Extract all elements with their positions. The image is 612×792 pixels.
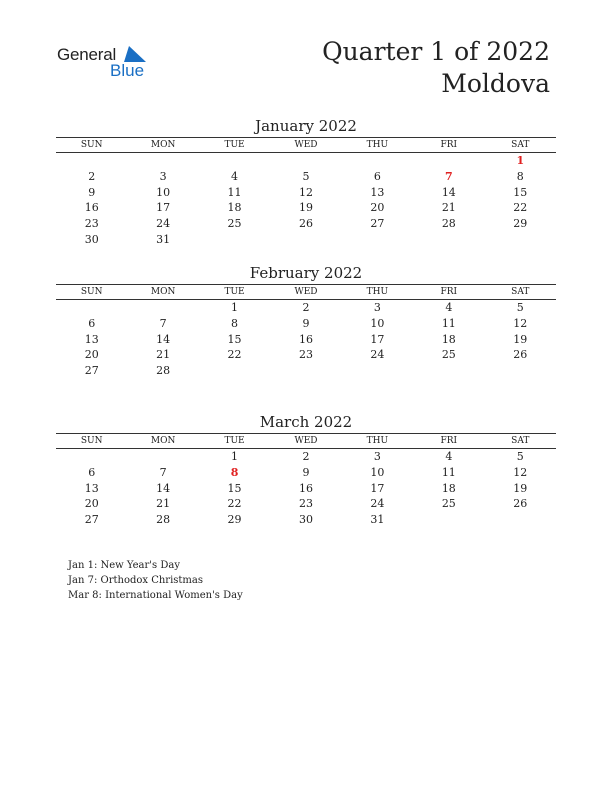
day-cell: 1 — [516, 154, 525, 167]
week-row — [56, 363, 556, 379]
day-cell: 5 — [516, 450, 524, 463]
week-row — [56, 316, 556, 332]
weekday-header: FRI — [413, 138, 484, 153]
day-cell: 6 — [88, 316, 96, 330]
day-cell: 17 — [370, 481, 385, 495]
day-cell: 10 — [156, 185, 171, 199]
day-cell: 16 — [298, 481, 313, 495]
day-cell: 26 — [298, 217, 313, 231]
day-cell: 12 — [513, 465, 528, 479]
day-cell: 11 — [227, 185, 242, 199]
day-cell: 19 — [513, 332, 528, 346]
month-march — [56, 411, 556, 528]
day-cell: 25 — [441, 497, 456, 511]
day-cell: 31 — [370, 513, 385, 527]
empty-day-cell — [56, 449, 127, 465]
day-cell: 30 — [84, 232, 99, 246]
day-cell: 24 — [156, 217, 171, 231]
day-cell: 13 — [84, 332, 99, 346]
day-cell: 20 — [370, 201, 385, 215]
day-cell: 11 — [441, 465, 456, 479]
week-row — [56, 496, 556, 512]
logo-word-blue: Blue — [110, 61, 145, 80]
day-cell: 20 — [84, 348, 99, 362]
day-cell: 29 — [513, 217, 528, 231]
day-cell: 9 — [302, 316, 310, 330]
day-cell: 18 — [441, 481, 456, 495]
day-cell: 10 — [370, 316, 385, 330]
weekday-header: WED — [270, 285, 341, 300]
day-cell: 24 — [370, 497, 385, 511]
weekday-header: SAT — [485, 434, 556, 449]
day-cell: 6 — [373, 169, 381, 183]
day-cell: 27 — [84, 513, 99, 527]
holiday-note: Jan 7: Orthodox Christmas — [68, 575, 203, 586]
weekday-header: FRI — [413, 434, 484, 449]
day-cell: 8 — [231, 316, 239, 330]
day-cell: 7 — [159, 316, 167, 330]
logo-triangle-icon — [124, 46, 146, 62]
day-cell: 3 — [373, 301, 381, 314]
weekday-header: THU — [342, 285, 413, 300]
empty-day-cell — [270, 363, 341, 379]
generalblue-logo — [57, 42, 157, 82]
weekday-header: TUE — [199, 434, 270, 449]
week-row — [56, 232, 556, 248]
day-cell: 2 — [88, 169, 96, 183]
day-cell: 1 — [231, 301, 239, 314]
day-cell: 1 — [231, 450, 239, 463]
empty-day-cell — [413, 232, 484, 248]
week-row — [56, 200, 556, 216]
empty-day-cell — [485, 232, 556, 248]
week-row — [56, 465, 556, 481]
day-cell: 22 — [513, 201, 528, 215]
day-cell: 19 — [298, 201, 313, 215]
day-cell: 11 — [441, 316, 456, 330]
weekday-header: SAT — [485, 138, 556, 153]
month-title: January 2022 — [255, 117, 357, 135]
day-cell: 23 — [298, 348, 313, 362]
day-cell: 16 — [84, 201, 99, 215]
day-cell: 21 — [441, 201, 456, 215]
week-row — [56, 512, 556, 528]
weekday-header: WED — [270, 434, 341, 449]
month-january — [56, 115, 556, 248]
quarter-title: Quarter 1 of 2022 — [322, 37, 550, 66]
day-cell: 26 — [513, 348, 528, 362]
day-cell: 28 — [156, 364, 171, 378]
empty-day-cell — [342, 232, 413, 248]
weekday-header: SAT — [485, 285, 556, 300]
day-cell: 15 — [513, 185, 528, 199]
weekday-header: MON — [127, 285, 198, 300]
weekday-header: TUE — [199, 285, 270, 300]
day-cell: 16 — [298, 332, 313, 346]
calendar-table — [56, 433, 556, 528]
weekday-header: THU — [342, 138, 413, 153]
weekday-header: MON — [127, 138, 198, 153]
weekday-header: FRI — [413, 285, 484, 300]
empty-day-cell — [270, 232, 341, 248]
empty-day-cell — [413, 153, 484, 169]
day-cell: 18 — [441, 332, 456, 346]
day-cell: 25 — [227, 217, 242, 231]
logo-word-general: General — [57, 45, 117, 64]
page-title — [322, 36, 550, 100]
month-title: February 2022 — [249, 264, 363, 282]
empty-day-cell — [485, 512, 556, 528]
day-cell: 5 — [302, 169, 310, 183]
day-cell: 5 — [516, 301, 524, 314]
week-row — [56, 300, 556, 316]
day-cell: 24 — [370, 348, 385, 362]
week-row — [56, 347, 556, 363]
weekday-header: SUN — [56, 138, 127, 153]
day-cell: 27 — [370, 217, 385, 231]
calendar-table — [56, 137, 556, 248]
day-cell: 4 — [445, 301, 453, 314]
day-cell: 30 — [298, 513, 313, 527]
week-row — [56, 153, 556, 169]
empty-day-cell — [413, 363, 484, 379]
week-row — [56, 216, 556, 232]
empty-day-cell — [485, 363, 556, 379]
week-row — [56, 185, 556, 201]
day-cell: 17 — [370, 332, 385, 346]
day-cell: 20 — [84, 497, 99, 511]
day-cell: 7 — [444, 169, 453, 183]
day-cell: 25 — [441, 348, 456, 362]
holiday-notes — [68, 558, 243, 603]
week-row — [56, 332, 556, 348]
empty-day-cell — [342, 153, 413, 169]
weekday-header: TUE — [199, 138, 270, 153]
day-cell: 8 — [516, 169, 524, 183]
empty-day-cell — [56, 300, 127, 316]
day-cell: 6 — [88, 465, 96, 479]
weekday-header: THU — [342, 434, 413, 449]
day-cell: 7 — [159, 465, 167, 479]
empty-day-cell — [127, 449, 198, 465]
day-cell: 14 — [441, 185, 456, 199]
day-cell: 15 — [227, 481, 242, 495]
day-cell: 13 — [84, 481, 99, 495]
holiday-note: Mar 8: International Women's Day — [68, 590, 243, 601]
empty-day-cell — [127, 153, 198, 169]
day-cell: 26 — [513, 497, 528, 511]
day-cell: 9 — [302, 465, 310, 479]
empty-day-cell — [342, 363, 413, 379]
day-cell: 19 — [513, 481, 528, 495]
empty-day-cell — [127, 300, 198, 316]
month-title: March 2022 — [259, 413, 353, 431]
day-cell: 4 — [445, 450, 453, 463]
country-title: Moldova — [441, 69, 550, 98]
day-cell: 2 — [302, 301, 310, 314]
day-cell: 3 — [159, 169, 167, 183]
calendar-table — [56, 284, 556, 379]
day-cell: 10 — [370, 465, 385, 479]
weekday-header: MON — [127, 434, 198, 449]
month-february — [56, 262, 556, 379]
day-cell: 2 — [302, 450, 310, 463]
day-cell: 18 — [227, 201, 242, 215]
day-cell: 23 — [84, 217, 99, 231]
day-cell: 27 — [84, 364, 99, 378]
day-cell: 22 — [227, 497, 242, 511]
weekday-header: WED — [270, 138, 341, 153]
empty-day-cell — [413, 512, 484, 528]
weekday-header: SUN — [56, 434, 127, 449]
day-cell: 14 — [156, 481, 171, 495]
day-cell: 13 — [370, 185, 385, 199]
day-cell: 21 — [156, 497, 171, 511]
day-cell: 12 — [513, 316, 528, 330]
day-cell: 23 — [298, 497, 313, 511]
empty-day-cell — [56, 153, 127, 169]
day-cell: 14 — [156, 332, 171, 346]
day-cell: 9 — [88, 185, 96, 199]
day-cell: 17 — [156, 201, 171, 215]
weekday-header: SUN — [56, 285, 127, 300]
day-cell: 31 — [156, 232, 171, 246]
day-cell: 29 — [227, 513, 242, 527]
day-cell: 22 — [227, 348, 242, 362]
day-cell: 21 — [156, 348, 171, 362]
week-row — [56, 481, 556, 497]
empty-day-cell — [199, 232, 270, 248]
empty-day-cell — [199, 153, 270, 169]
week-row — [56, 169, 556, 185]
holiday-note: Jan 1: New Year's Day — [68, 560, 180, 571]
empty-day-cell — [270, 153, 341, 169]
day-cell: 8 — [230, 465, 239, 479]
day-cell: 12 — [298, 185, 313, 199]
day-cell: 4 — [231, 169, 239, 183]
day-cell: 28 — [441, 217, 456, 231]
day-cell: 15 — [227, 332, 242, 346]
day-cell: 28 — [156, 513, 171, 527]
empty-day-cell — [199, 363, 270, 379]
day-cell: 3 — [373, 450, 381, 463]
week-row — [56, 449, 556, 465]
